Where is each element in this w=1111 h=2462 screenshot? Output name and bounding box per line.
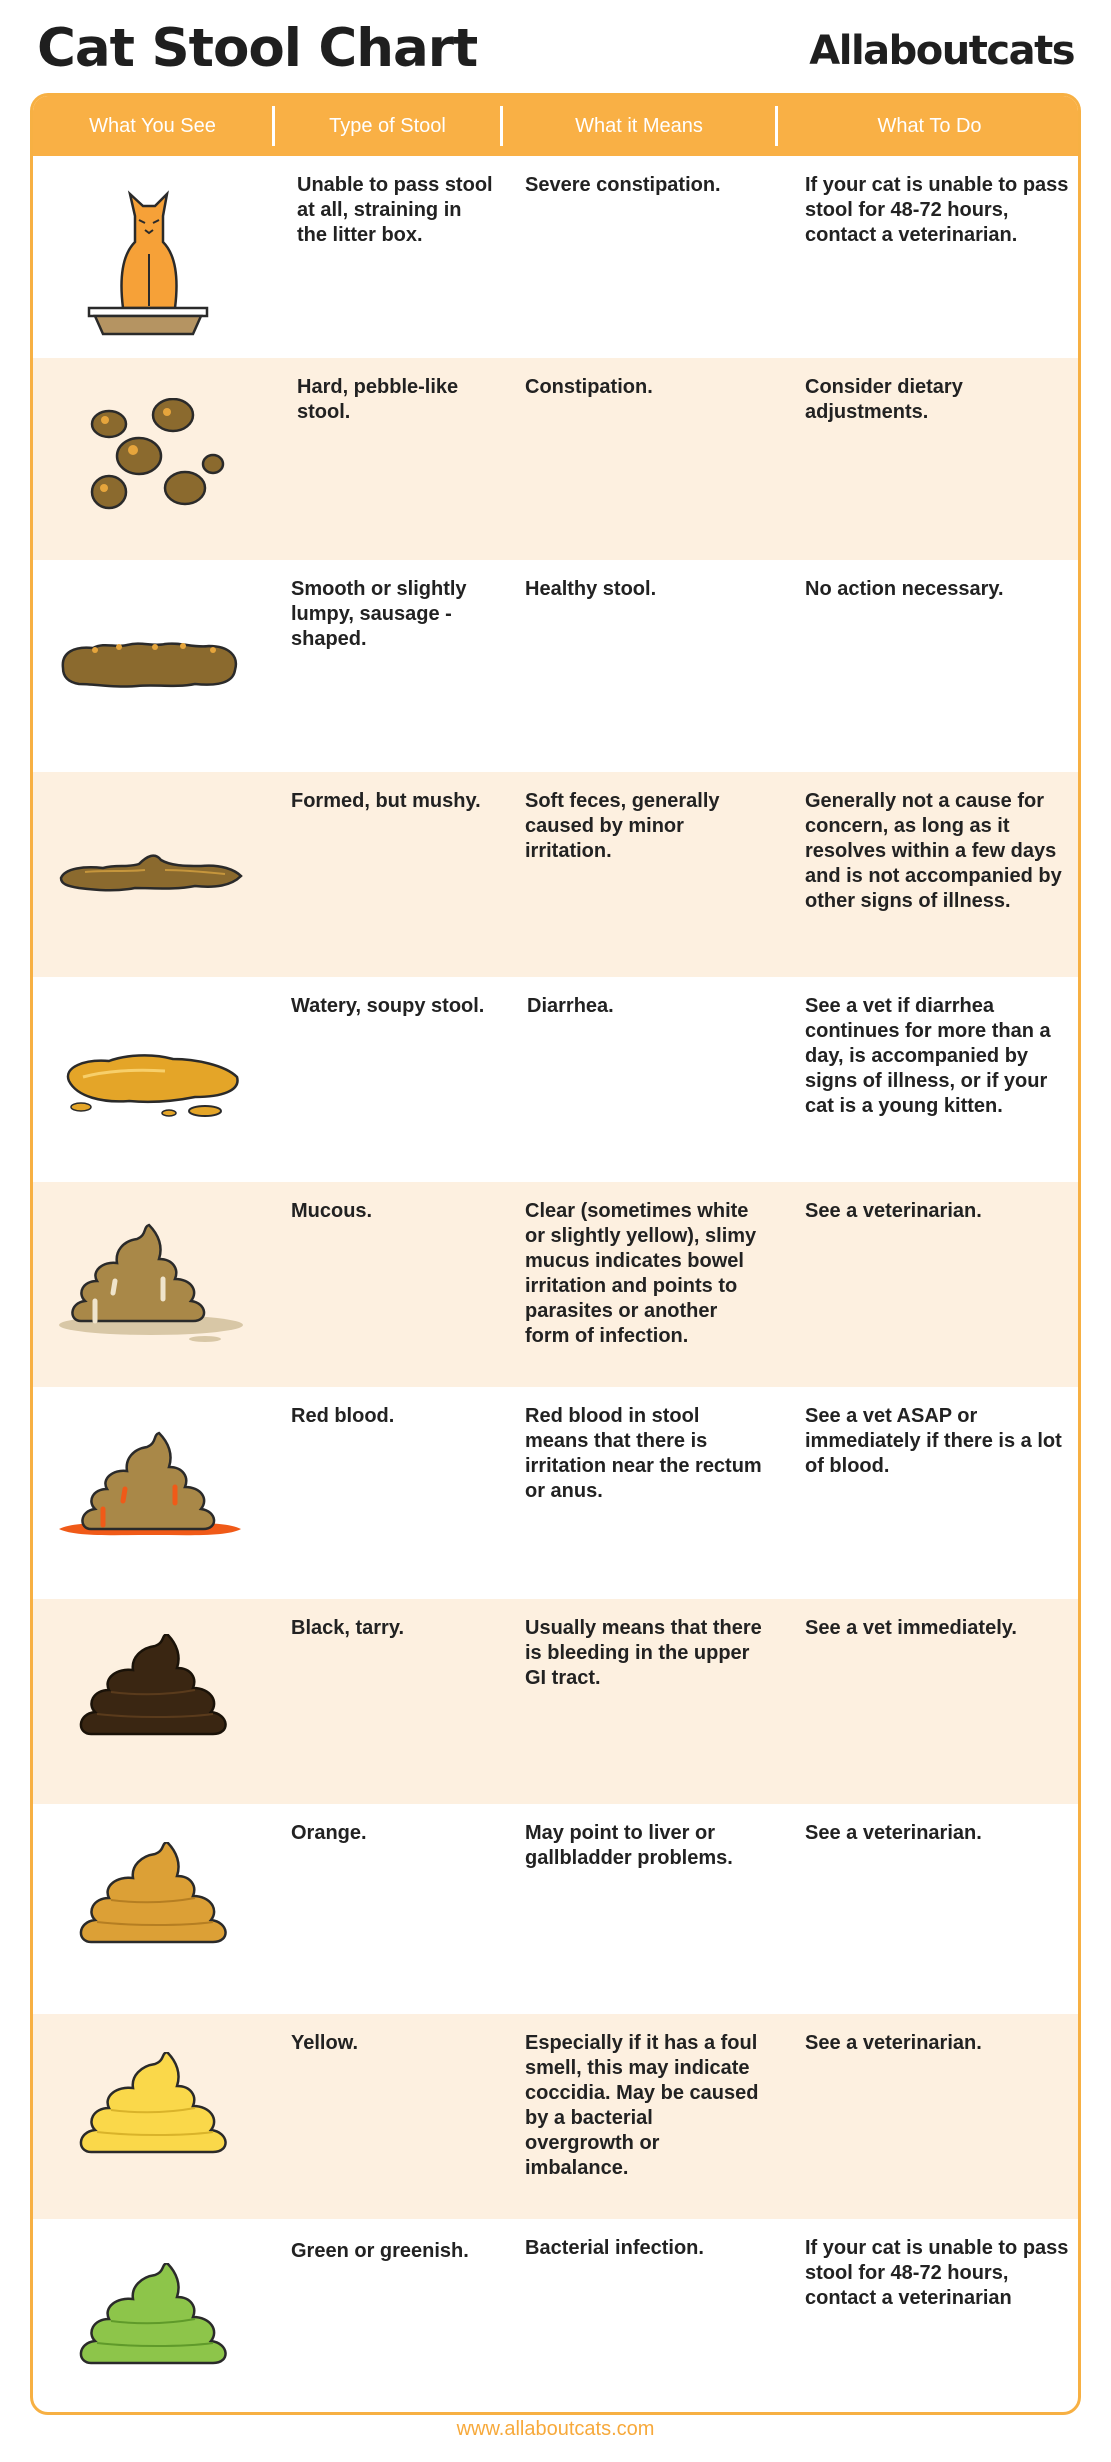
stool-action: No action necessary.	[805, 578, 1004, 600]
watery-stool-icon	[55, 1037, 245, 1127]
stool-type: Black, tarry.	[291, 1617, 405, 1639]
stool-meaning: Soft feces, generally caused by minor irritation.	[525, 790, 720, 862]
column-header-type-of-stool: Type of Stool	[329, 115, 446, 137]
stool-action: See a veterinarian.	[805, 1822, 982, 1844]
table-row	[33, 772, 1078, 977]
stool-type: Yellow.	[291, 2032, 359, 2054]
stool-meaning: Especially if it has a foul smell, this may indicate coccidia. May be caused by a bacterial overgrowth or imbalance.	[525, 2032, 759, 2179]
stool-type: Unable to pass stool at all, straining in the litter box.	[297, 174, 493, 246]
stool-action: If your cat is unable to pass stool for 48-72 hours, contact a veterinarian	[805, 2237, 1069, 2309]
header	[0, 0, 1111, 92]
stool-meaning: Constipation.	[525, 376, 653, 398]
stool-type: Smooth or slightly lumpy, sausage - shaped.	[291, 578, 467, 650]
stool-action: See a vet ASAP or immediately if there is a lot of blood.	[805, 1405, 1062, 1477]
stool-type: Green or greenish.	[291, 2240, 469, 2262]
stool-chart-table	[30, 93, 1081, 2415]
stool-action: If your cat is unable to pass stool for 48-72 hours, contact a veterinarian.	[805, 174, 1069, 246]
bloody-stool-icon	[55, 1429, 245, 1549]
stool-meaning: Bacterial infection.	[525, 2237, 704, 2259]
stool-meaning: Usually means that there is bleeding in the upper GI tract.	[525, 1617, 762, 1689]
footer-link[interactable]: www.allaboutcats.com	[456, 2418, 655, 2440]
stool-type: Watery, soupy stool.	[291, 995, 485, 1017]
stool-meaning: Healthy stool.	[525, 578, 657, 600]
stool-action: Generally not a cause for concern, as long as it resolves within a few days and is not accompanied by other signs of illness.	[805, 790, 1062, 912]
table-row	[33, 977, 1078, 1182]
pebble-stool-icon	[81, 398, 231, 518]
stool-action: See a veterinarian.	[805, 1200, 982, 1222]
table-row	[33, 2014, 1078, 2219]
mucous-stool-icon	[55, 1217, 245, 1347]
stool-action: Consider dietary adjustments.	[805, 376, 963, 423]
stool-action: See a vet if diarrhea continues for more than a day, is accompanied by signs of illness, or if your cat is a young kitten.	[805, 995, 1051, 1117]
column-header-what-it-means: What it Means	[575, 115, 703, 137]
stool-action: See a veterinarian.	[805, 2032, 982, 2054]
stool-action: See a vet immediately.	[805, 1617, 1017, 1639]
stool-meaning: Red blood in stool means that there is irritation near the rectum or anus.	[525, 1405, 762, 1502]
table-row	[33, 1599, 1078, 1804]
stool-meaning: Severe constipation.	[525, 174, 721, 196]
stool-meaning: Diarrhea.	[527, 995, 614, 1017]
column-header-what-you-see: What You See	[89, 115, 216, 137]
table-row	[33, 560, 1078, 772]
stool-type: Mucous.	[291, 1200, 373, 1222]
stool-type: Hard, pebble-like stool.	[297, 376, 459, 423]
black-stool-icon	[73, 1634, 233, 1744]
cat-in-litter-box-icon	[83, 176, 213, 336]
table-row	[33, 1804, 1078, 2014]
table-row	[33, 358, 1078, 560]
green-stool-icon	[73, 2263, 233, 2373]
stool-type: Formed, but mushy.	[291, 790, 481, 812]
column-header-what-to-do: What To Do	[877, 115, 982, 137]
stool-meaning: May point to liver or gallbladder problems.	[525, 1822, 733, 1869]
table-row	[33, 1387, 1078, 1599]
table-row	[33, 1182, 1078, 1387]
stool-meaning: Clear (sometimes white or slightly yellow), slimy mucus indicates bowel irritation and points to parasites or another form of infection.	[525, 1200, 757, 1347]
yellow-stool-icon	[73, 2052, 233, 2162]
stool-type: Red blood.	[291, 1405, 395, 1427]
table-header	[33, 96, 1078, 156]
sausage-stool-icon	[55, 630, 245, 700]
stool-type: Orange.	[291, 1822, 367, 1844]
table-row	[33, 156, 1078, 358]
mushy-stool-icon	[55, 842, 245, 902]
table-row	[33, 2219, 1078, 2415]
orange-stool-icon	[73, 1842, 233, 1952]
brand-logo: Allaboutcats	[809, 28, 1074, 74]
page-title: Cat Stool Chart	[37, 18, 478, 79]
